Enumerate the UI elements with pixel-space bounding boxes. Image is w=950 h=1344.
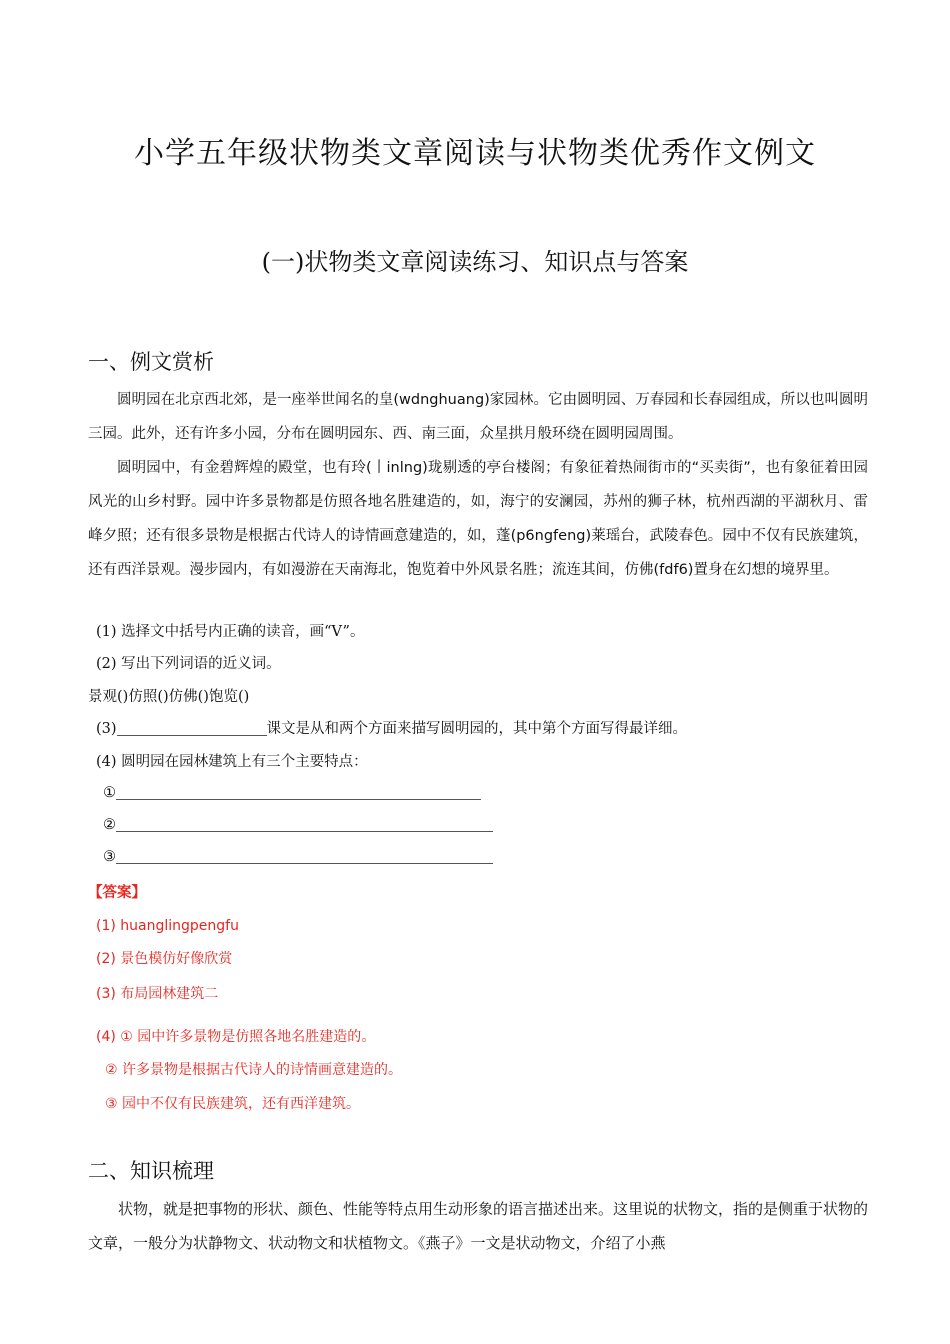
answer-blank-3[interactable] [116,847,493,864]
question-3-number: (3) [96,721,117,737]
answer-1: (1) huanglingpengfu [96,918,239,934]
circled-marker-3: ③ [103,849,116,865]
question-2: (2) 写出下列词语的近义词。 [96,656,281,672]
answer-4-2: ② 许多景物是根据古代诗人的诗情画意建造的。 [105,1062,402,1078]
question-4: (4) 圆明园在园林建筑上有三个主要特点： [96,754,368,770]
circled-marker-2: ② [103,817,116,833]
circled-marker-1: ① [103,785,116,801]
section1-heading: 一、例文赏析 [88,350,214,374]
answer-2: (2) 景色模仿好像欣赏 [96,951,233,967]
answer-blank-1[interactable] [116,783,481,800]
question-3 [96,717,687,738]
question-3-blank[interactable] [117,719,267,736]
knowledge-paragraph: 状物，就是把事物的形状、颜色、性能等特点用生动形象的语言描述出来。这里说的状物文，指的是侧重于状物的文章，一般分为状静物文、状动物文和状植物文。《燕子》一文是状动物文，介绍了小燕 [88,1200,869,1252]
answer-blank-2[interactable] [116,815,493,832]
passage-paragraph-1: 圆明园在北京西北郊，是一座举世闻名的皇(wdnghuang)家园林。它由圆明园、万春园和长春园组成，所以也叫圆明三园。此外，还有许多小园，分布在圆明园东、西、南三面，众星拱月般环绕在圆明园周围。 [88,392,868,442]
answer-label: 【答案】 [88,885,146,901]
answer-4-1: (4) ① 园中许多景物是仿照各地名胜建造的。 [96,1029,376,1045]
answer-line-2 [103,815,493,833]
knowledge-passage [88,1192,868,1260]
passage-paragraph-2: 圆明园中，有金碧辉煌的殿堂，也有玲(丨inlng)珑剔透的亭台楼阁；有象征着热闹街市的“买卖街”，也有象征着田园风光的山乡村野。园中许多景物都是仿照各地名胜建造的，如，海宁的安澜园，苏州的狮子林，杭州西湖的平湖秋月、雷峰夕照；还有很多景物是根据古代诗人的诗情画意建造的，如，蓬(p6ngfeng)莱瑶台，武陵春色。园中不仅有民族建筑，还有西洋景观。漫步园内，有如漫游在天南海北，饱览着中外风景名胜；流连其间，仿佛(fdf6)置身在幻想的境界里。 [88,460,868,578]
document-subtitle: (一)状物类文章阅读练习、知识点与答案 [261,248,689,276]
answer-line-1 [103,783,481,801]
question-2-words: 景观()仿照()仿佛()饱览() [88,689,250,705]
document-title: 小学五年级状物类文章阅读与状物类优秀作文例文 [134,136,816,171]
section2-heading: 二、知识梳理 [88,1159,214,1183]
answer-3: (3) 布局园林建筑二 [96,986,219,1002]
question-3-text: 课文是从和两个方面来描写圆明园的，其中第个方面写得最详细。 [266,721,688,737]
answer-line-3 [103,847,493,865]
question-1: (1) 选择文中括号内正确的读音，画“V”。 [96,624,365,640]
answer-4-3: ③ 园中不仅有民族建筑，还有西洋建筑。 [105,1096,360,1112]
example-passage [88,383,868,587]
